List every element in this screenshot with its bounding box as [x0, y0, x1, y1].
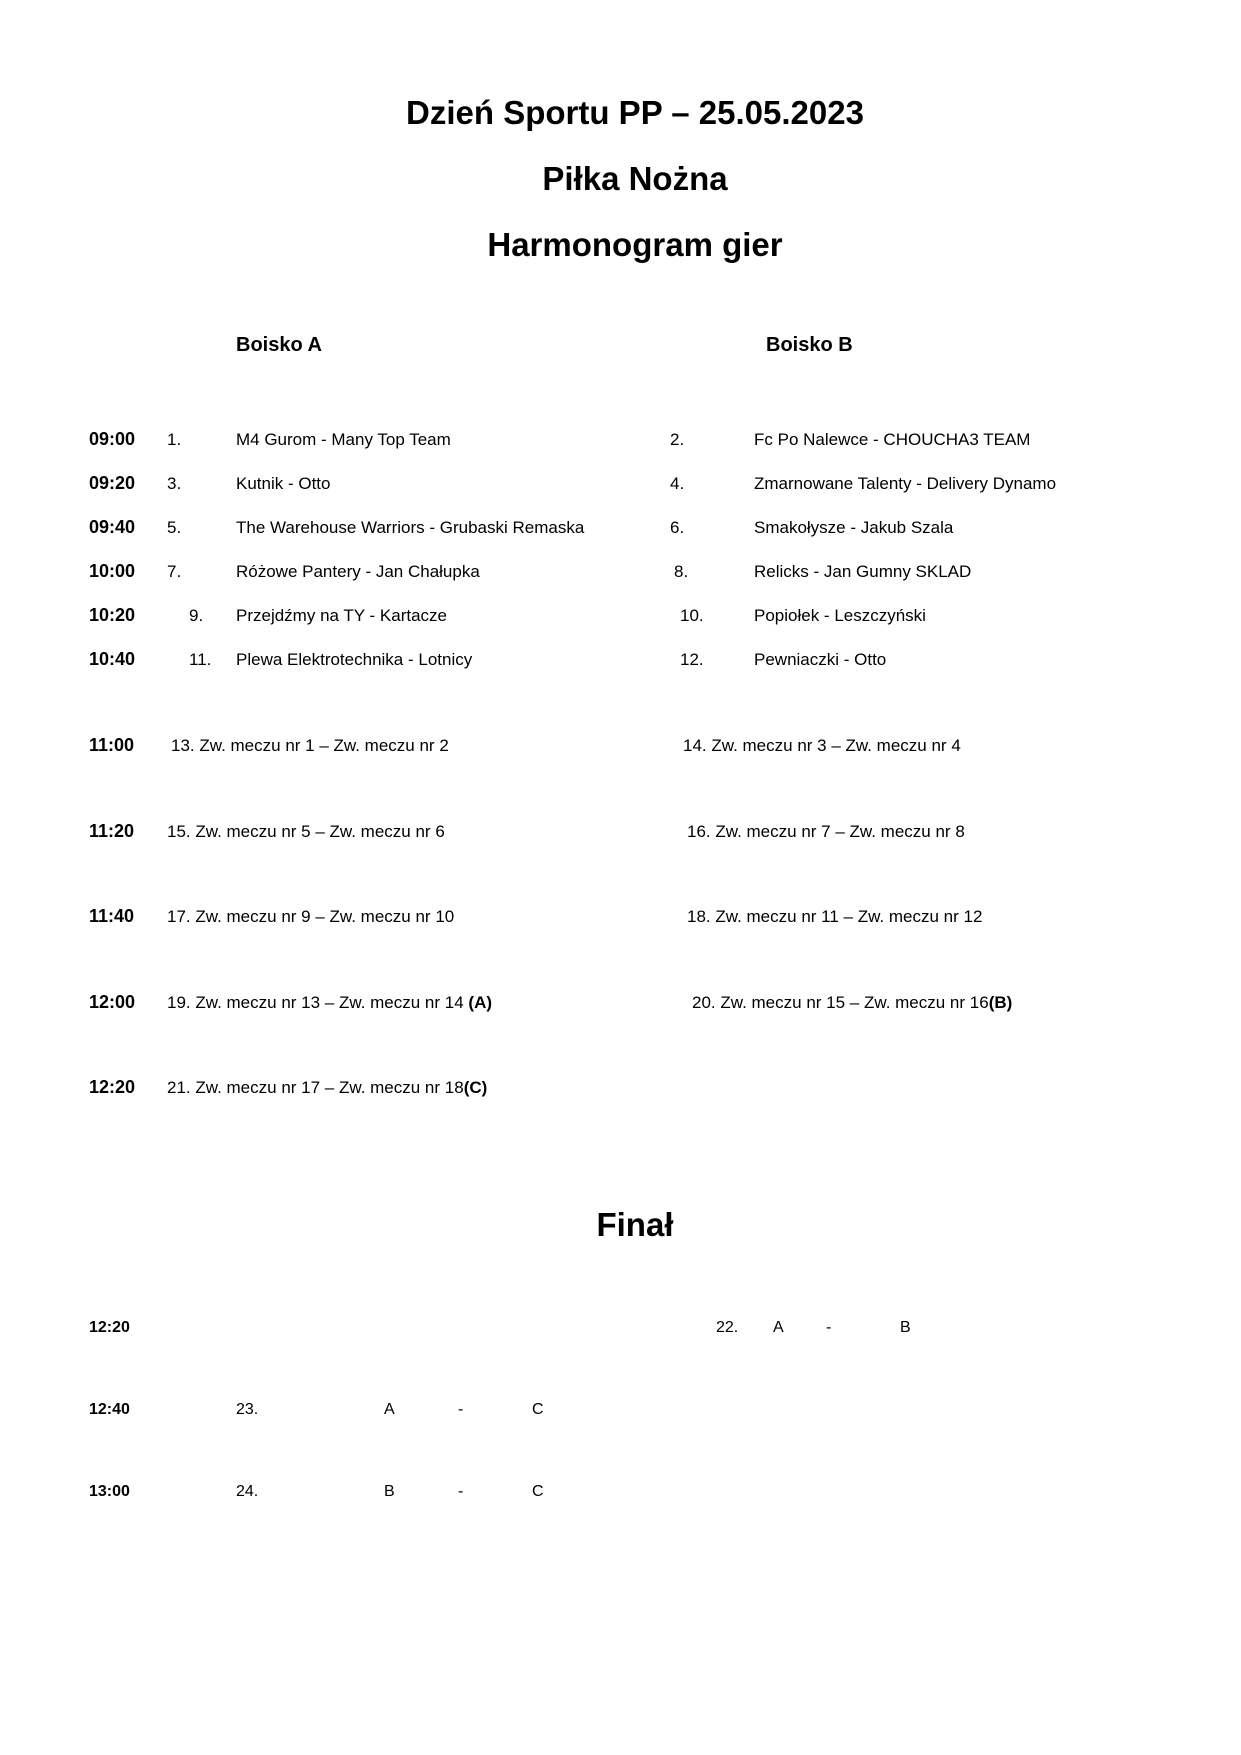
final-team-2: B — [900, 1319, 911, 1336]
match-time: 11:00 — [89, 735, 135, 755]
match-teams-b: Zmarnowane Talenty - Delivery Dynamo — [754, 474, 1057, 493]
match-time: 09:20 — [89, 473, 136, 493]
match-number-b: 4. — [670, 474, 685, 493]
knockout-match-a: 13. Zw. meczu nr 1 – Zw. meczu nr 2 — [171, 736, 449, 755]
final-team-2: C — [532, 1483, 544, 1500]
match-time: 10:20 — [89, 605, 136, 625]
match-time: 12:20 — [89, 1077, 136, 1097]
match-number-a: 11. — [189, 650, 212, 669]
match-time: 09:40 — [89, 517, 136, 537]
match-number-b: 6. — [670, 518, 685, 537]
match-time: 12:40 — [89, 1401, 130, 1418]
match-time: 12:00 — [89, 992, 136, 1012]
match-teams-a: Kutnik - Otto — [236, 474, 331, 493]
match-time: 11:20 — [89, 821, 135, 841]
match-teams-a: M4 Gurom - Many Top Team — [236, 430, 451, 449]
final-team-1: A — [773, 1319, 784, 1336]
match-time: 10:40 — [89, 649, 136, 669]
match-number-a: 9. — [189, 606, 204, 625]
page-subtitle: Piłka Nożna — [542, 160, 728, 197]
match-teams-a: The Warehouse Warriors - Grubaski Remaska — [236, 518, 585, 537]
final-match-number: 23. — [236, 1401, 259, 1418]
knockout-match-b: 14. Zw. meczu nr 3 – Zw. meczu nr 4 — [683, 736, 961, 755]
column-header-boisko-a: Boisko A — [236, 334, 322, 356]
match-number-a: 3. — [167, 474, 182, 493]
knockout-match-b: 16. Zw. meczu nr 7 – Zw. meczu nr 8 — [687, 822, 965, 841]
knockout-match-a: 21. Zw. meczu nr 17 – Zw. meczu nr 18(C) — [167, 1078, 488, 1097]
knockout-match-b: 20. Zw. meczu nr 15 – Zw. meczu nr 16(B) — [692, 993, 1013, 1012]
match-teams-a: Różowe Pantery - Jan Chałupka — [236, 562, 480, 581]
match-time: 11:40 — [89, 906, 135, 926]
match-teams-b: Relicks - Jan Gumny SKLAD — [754, 562, 972, 581]
final-separator: - — [458, 1401, 464, 1418]
match-time: 09:00 — [89, 429, 136, 449]
match-teams-a: Przejdźmy na TY - Kartacze — [236, 606, 448, 625]
match-number-a: 1. — [167, 430, 182, 449]
match-teams-b: Pewniaczki - Otto — [754, 650, 887, 669]
match-teams-b: Fc Po Nalewce - CHOUCHA3 TEAM — [754, 430, 1031, 449]
final-heading: Finał — [596, 1206, 674, 1243]
knockout-match-a: 17. Zw. meczu nr 9 – Zw. meczu nr 10 — [167, 907, 455, 926]
match-number-b: 2. — [670, 430, 685, 449]
final-match-number: 24. — [236, 1483, 259, 1500]
match-number-a: 7. — [167, 562, 182, 581]
match-teams-b: Smakołysze - Jakub Szala — [754, 518, 954, 537]
match-teams-a: Plewa Elektrotechnika - Lotnicy — [236, 650, 473, 669]
final-separator: - — [458, 1483, 464, 1500]
knockout-match-b: 18. Zw. meczu nr 11 – Zw. meczu nr 12 — [687, 907, 983, 926]
match-time: 10:00 — [89, 561, 136, 581]
column-header-boisko-b: Boisko B — [766, 334, 853, 356]
page-title: Dzień Sportu PP – 25.05.2023 — [406, 94, 864, 131]
final-match-number: 22. — [716, 1319, 739, 1336]
match-number-b: 8. — [674, 562, 689, 581]
match-number-b: 10. — [680, 606, 704, 625]
schedule-heading: Harmonogram gier — [487, 226, 783, 263]
match-time: 13:00 — [89, 1483, 130, 1500]
final-team-1: A — [384, 1401, 395, 1418]
match-teams-b: Popiołek - Leszczyński — [754, 606, 926, 625]
knockout-match-a: 15. Zw. meczu nr 5 – Zw. meczu nr 6 — [167, 822, 445, 841]
knockout-match-a: 19. Zw. meczu nr 13 – Zw. meczu nr 14 (A) — [167, 993, 493, 1012]
final-separator: - — [826, 1319, 832, 1336]
match-number-a: 5. — [167, 518, 182, 537]
final-team-1: B — [384, 1483, 395, 1500]
final-team-2: C — [532, 1401, 544, 1418]
match-number-b: 12. — [680, 650, 704, 669]
match-time: 12:20 — [89, 1319, 130, 1336]
